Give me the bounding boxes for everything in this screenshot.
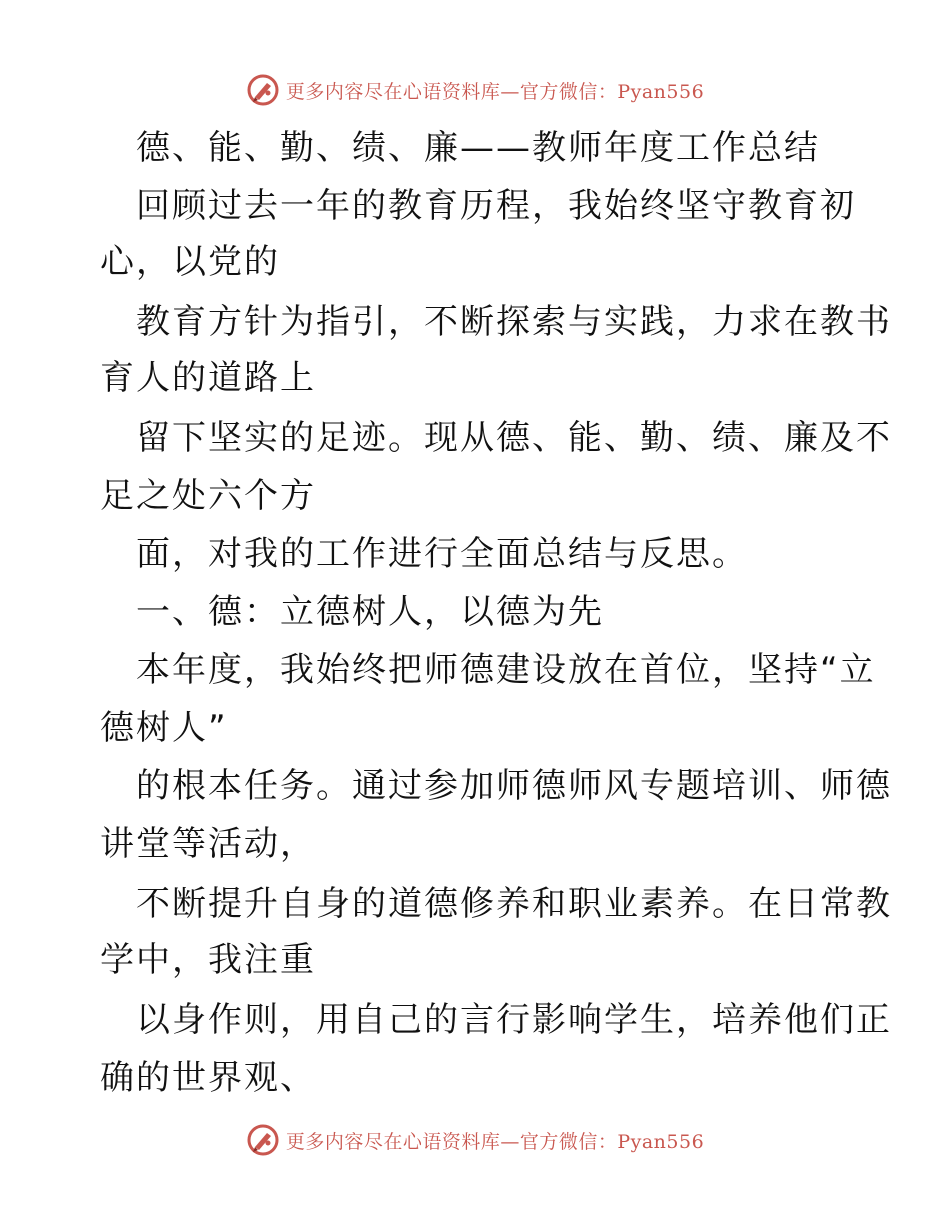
footer-banner (0, 1120, 950, 1160)
paragraph-line: 的根本任务。通过参加师德师风专题培训、师德 (136, 766, 892, 806)
paragraph-line: 足之处六个方 (100, 476, 316, 516)
paragraph-line: 面，对我的工作进行全面总结与反思。 (136, 534, 748, 574)
paragraph-line: 以身作则，用自己的言行影响学生，培养他们正 (136, 1000, 892, 1040)
paragraph-line: 心，以党的 (100, 242, 280, 282)
header-banner (0, 70, 950, 110)
pen-logo-icon (246, 1123, 280, 1157)
paragraph-line: 本年度，我始终把师德建设放在首位，坚持“立 (136, 650, 876, 690)
paragraph-line: 留下坚实的足迹。现从德、能、勤、绩、廉及不 (136, 418, 892, 458)
paragraph-line: 德树人” (100, 708, 228, 748)
section-heading: 一、德：立德树人，以德为先 (136, 592, 604, 632)
paragraph-line: 不断提升自身的道德修养和职业素养。在日常教 (136, 884, 892, 924)
banner-text: 更多内容尽在心语资料库—官方微信：Pyan556 (285, 80, 705, 103)
paragraph-line: 回顾过去一年的教育历程，我始终坚守教育初 (136, 186, 856, 226)
paragraph-line: 学中，我注重 (100, 940, 316, 980)
banner-text: 更多内容尽在心语资料库—官方微信：Pyan556 (285, 1130, 705, 1153)
paragraph-line: 确的世界观、 (100, 1058, 316, 1098)
document-title: 德、能、勤、绩、廉——教师年度工作总结 (136, 128, 820, 168)
paragraph-line: 讲堂等活动， (100, 824, 316, 864)
pen-logo-icon (246, 73, 280, 107)
paragraph-line: 教育方针为指引，不断探索与实践，力求在教书 (136, 302, 892, 342)
paragraph-line: 育人的道路上 (100, 358, 316, 398)
